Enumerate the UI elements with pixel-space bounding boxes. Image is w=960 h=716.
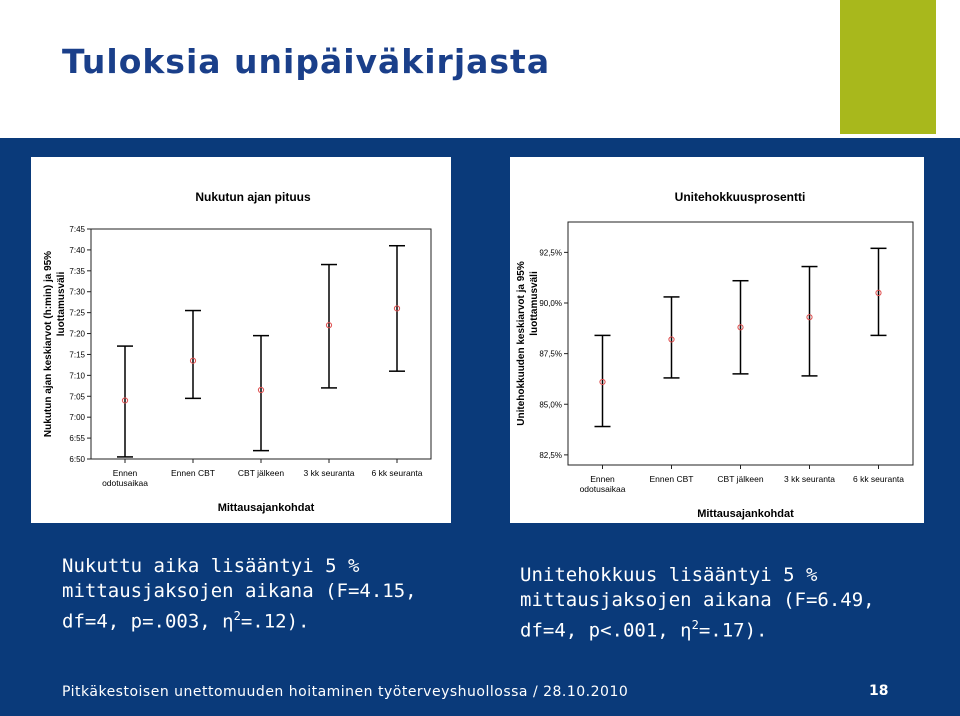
y-tick-label: 90,0% [539,299,562,308]
y-tick-label: 92,5% [539,248,562,258]
accent-block [840,0,936,134]
y-tick-label: 7:25 [69,308,85,318]
x-tick-label: 6 kk seuranta [852,474,905,484]
y-tick-label: 7:35 [69,266,85,276]
eta-superscript: 2 [691,618,699,632]
caption-text: =.12). [240,610,310,633]
x-axis-label: Mittausajankohdat [217,502,315,514]
x-tick-label: 3 kk seuranta [783,474,836,484]
y-tick-label: 6:50 [69,455,85,464]
y-tick-label: 7:30 [69,287,85,297]
caption-line [62,604,462,634]
page-number: 18 [869,683,889,699]
x-tick-label: CBT jälkeen [237,468,285,478]
caption-text: =.17). [698,619,768,642]
chart-sleep-time [31,157,451,523]
y-tick-label: 7:40 [69,245,85,255]
caption-line: mittausjaksojen aikana (F=4.15, [62,580,417,602]
x-tick-label: Ennen CBT [649,474,694,484]
y-tick-label: 85,0% [539,400,562,410]
y-axis-label-line2: luottamusväli [529,271,540,336]
y-axis-label: Nukutun ajan keskiarvot (h:min) ja 95% [43,250,54,438]
chart-panel-sleep-efficiency [510,157,924,523]
caption-line: mittausjaksojen aikana (F=6.49, [520,589,875,611]
slide-header [0,0,960,138]
x-tick-label: 3 kk seuranta [303,468,355,478]
chart-sleep-efficiency [510,157,924,523]
x-tick-label: CBT jälkeen [717,474,764,484]
caption-line [520,613,940,643]
x-tick-label: Ennen [590,474,615,484]
y-axis-label: Unitehokkuuden keskiarvot ja 95% [516,261,527,426]
y-tick-label: 7:00 [69,413,85,423]
x-tick-label: 6 kk seuranta [371,468,423,478]
y-tick-label: 87,5% [539,349,562,359]
y-tick-label: 7:20 [69,329,85,339]
caption-sleep-efficiency [520,563,940,643]
slide-footer: Pitkäkestoisen unettomuuden hoitaminen työterveyshuollossa / 28.10.2010 [62,684,629,700]
y-tick-label: 7:05 [69,392,85,402]
x-axis-label: Mittausajankohdat [697,508,794,520]
chart-title: Unitehokkuusprosentti [674,190,806,204]
caption-line: Unitehokkuus lisääntyi 5 % [520,564,818,586]
accent-block-gap [936,0,960,134]
slide-title: Tuloksia unipäiväkirjasta [62,42,551,81]
caption-text: df=4, p<.001, η [520,619,692,642]
x-tick-label-line2: odotusaikaa [102,478,148,488]
caption-text: df=4, p=.003, η [62,610,234,633]
caption-line: Nukuttu aika lisääntyi 5 % [62,555,360,577]
chart-panel-sleep-time [31,157,451,523]
chart-title: Nukutun ajan pituus [195,190,311,204]
x-tick-label: Ennen CBT [171,468,215,478]
eta-superscript: 2 [233,609,241,623]
x-tick-label-line2: odotusaikaa [579,484,626,494]
x-tick-label: Ennen [112,468,138,478]
y-tick-label: 7:45 [69,225,85,234]
y-tick-label: 6:55 [69,434,85,444]
y-tick-label: 7:15 [69,350,85,360]
caption-sleep-time [62,554,462,634]
y-axis-label-line2: luottamusväli [56,271,67,337]
y-tick-label: 82,5% [539,450,562,460]
y-tick-label: 7:10 [69,371,85,381]
